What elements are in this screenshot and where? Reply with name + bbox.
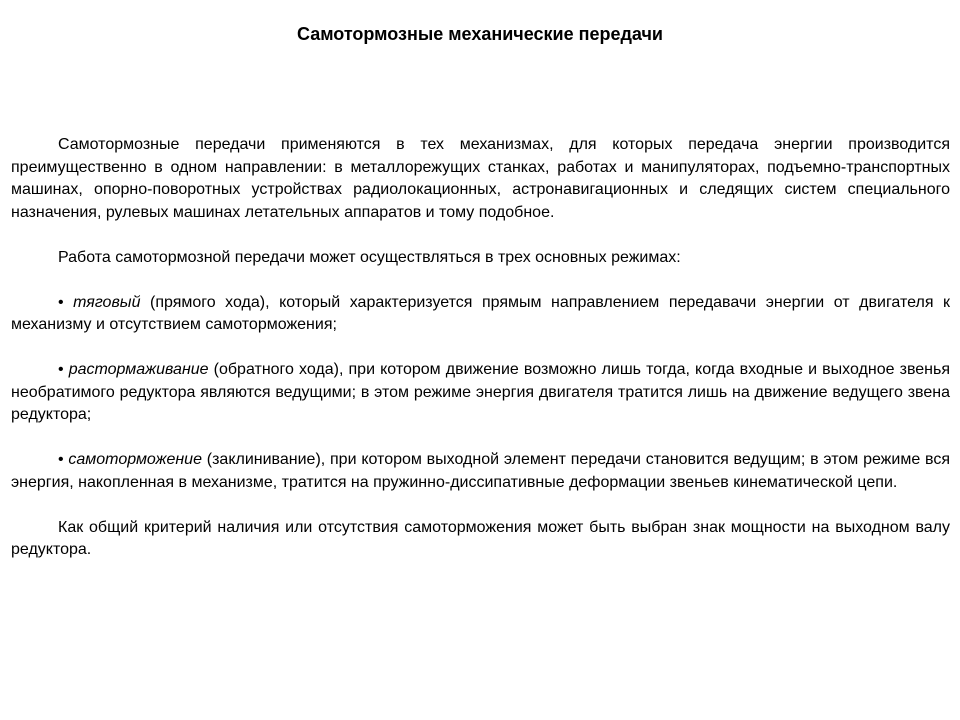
slide-body <box>11 134 950 562</box>
bullet-traction-mode <box>11 292 950 337</box>
bullet-term: тяговый <box>73 293 141 311</box>
bullet-text: (заклинивание), при котором выходной элемент передачи становится ведущим; в этом режиме вся энергия, накопленная в механизме, тратится на пружинно-диссипативные деформации звеньев кинематической цепи. <box>11 451 951 491</box>
bullet-marker: • <box>58 451 69 468</box>
slide-title: Самотормозные механические передачи <box>297 24 663 44</box>
bullet-marker: • <box>58 293 74 311</box>
paragraph-modes-intro: Работа самотормозной передачи может осуществляться в трех основных режимах: <box>58 248 681 266</box>
bullet-self-braking-mode <box>11 449 950 494</box>
bullet-marker: • <box>58 361 69 378</box>
paragraph-criterion: Как общий критерий наличия или отсутствия самоторможения может быть выбран знак мощности на выходном валу редуктора. <box>11 518 950 558</box>
bullet-term: самоторможение <box>68 451 202 468</box>
bullet-release-mode <box>11 359 950 427</box>
bullet-text: (прямого хода), который характеризуется прямым направлением передавачи энергии от двигателя к механизму и отсутствием самоторможения; <box>11 293 951 333</box>
bullet-text: (обратного хода), при котором движение возможно лишь тогда, когда входные и выходное звенья необратимого редуктора являются ведущими; в этом режиме энергия двигателя тратится лишь на движение ведущего звена редуктора; <box>11 361 950 423</box>
paragraph-intro: Самотормозные передачи применяются в тех механизмах, для которых передача энергии производится преимущественно в одном направлении: в металлорежущих станках, работах и манипуляторах, подъемно-транспортных машинах, опорно-поворотных устройствах радиолокационных, астронавигационных и следящих систем специального назначения, рулевых машинах летательных аппаратов и тому подобное. <box>11 136 950 221</box>
bullet-term: растормаживание <box>68 361 209 378</box>
